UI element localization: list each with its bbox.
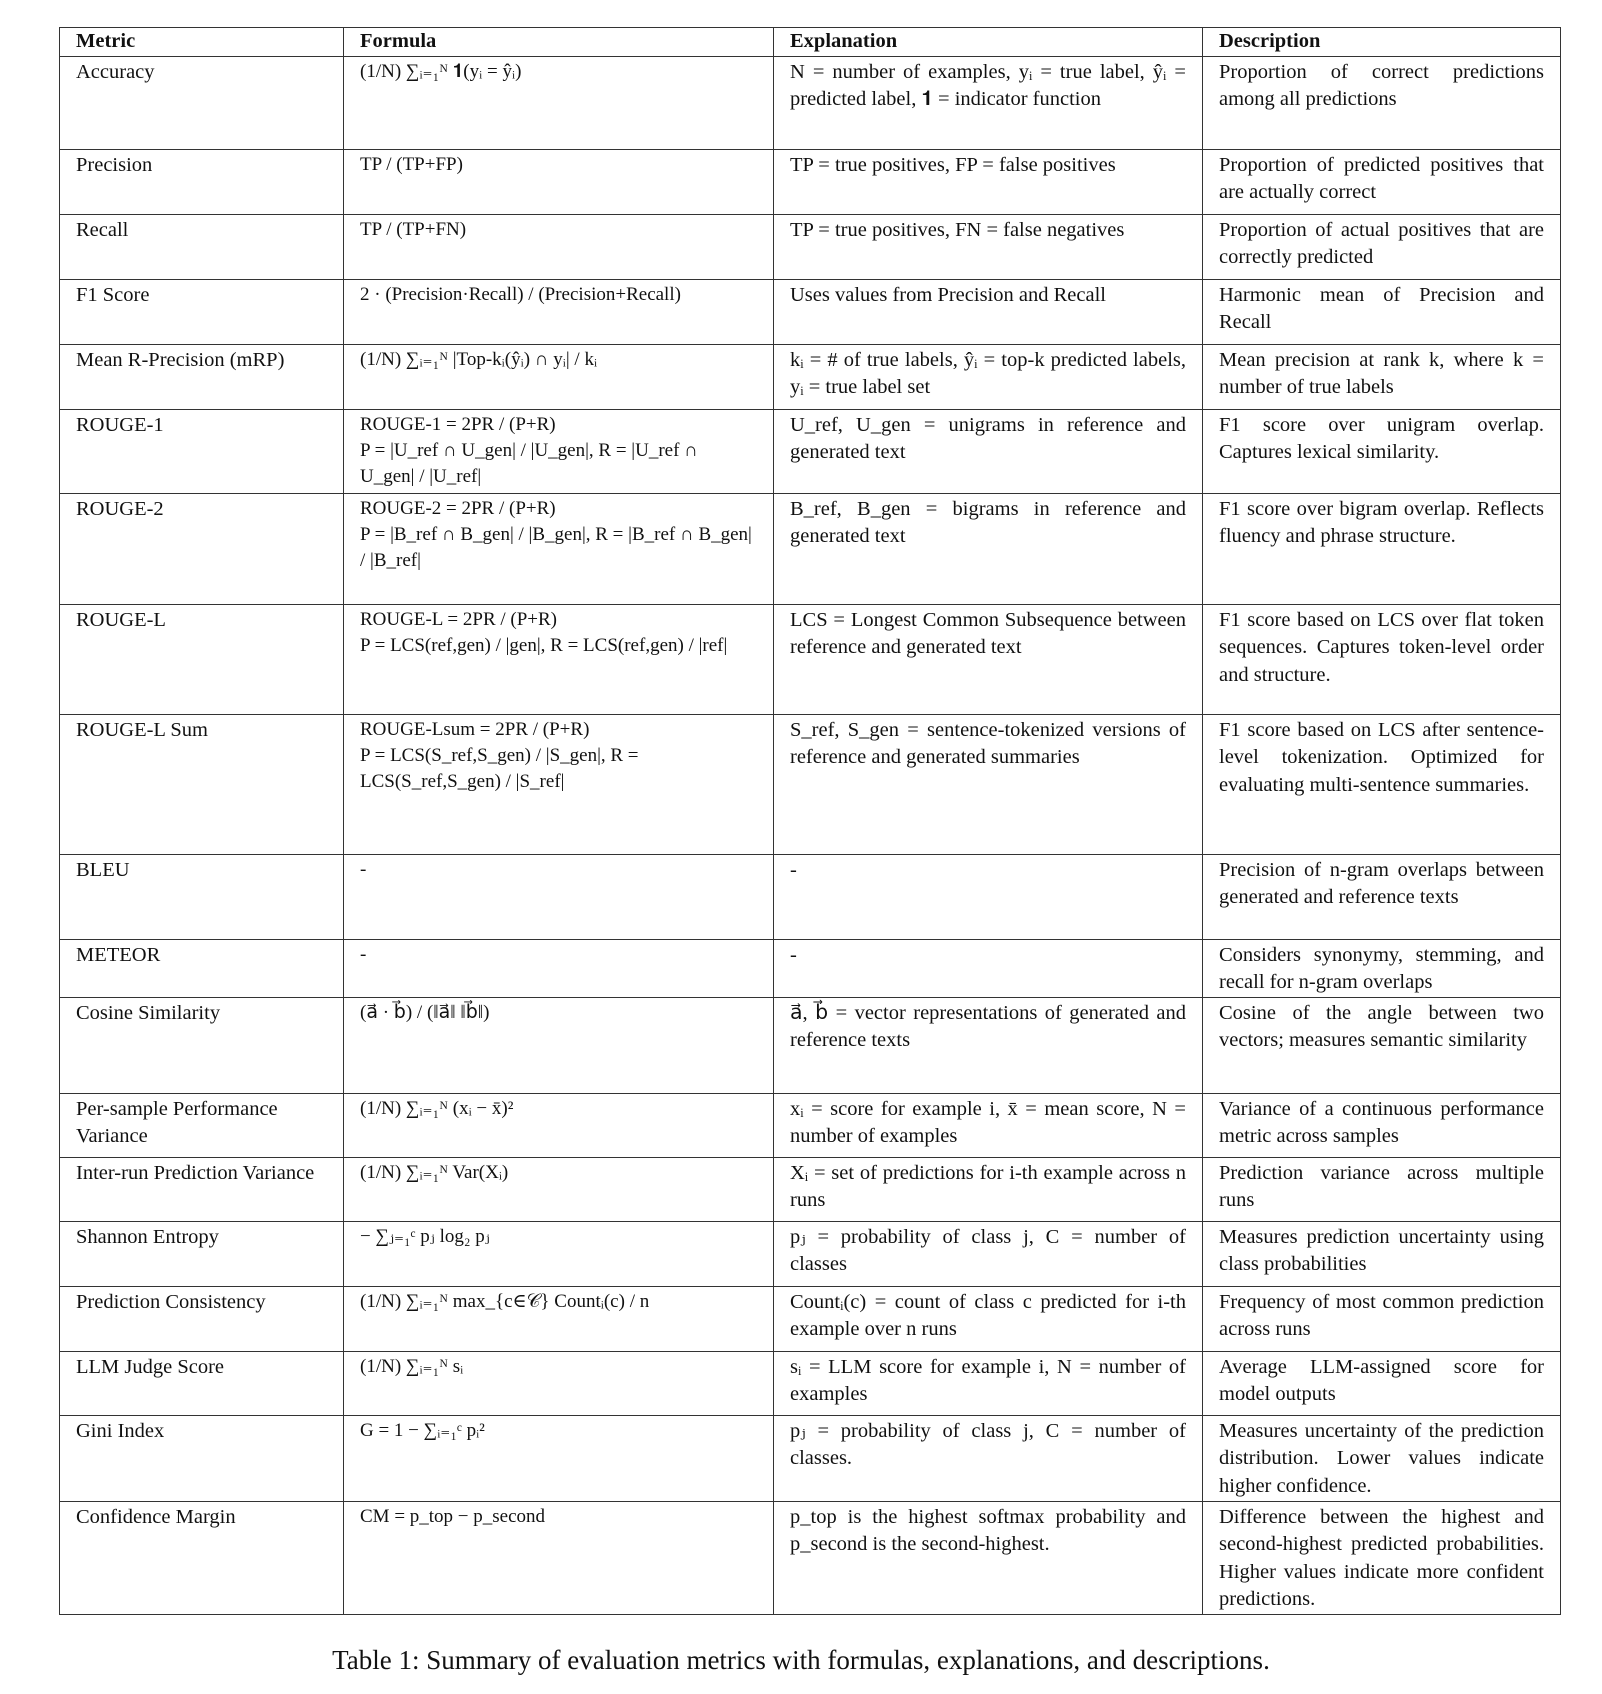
explanation-cell: B_ref, B_gen = bigrams in reference and generated text: [774, 493, 1203, 604]
table-caption: Table 1: Summary of evaluation metrics with formulas, explanations, and descriptions.: [332, 1645, 1270, 1675]
metric-cell: Prediction Consistency: [60, 1286, 344, 1351]
table-row: [60, 1286, 1561, 1351]
metric-cell: METEOR: [60, 939, 344, 997]
description-cell: Precision of n-gram overlaps between generated and reference texts: [1203, 854, 1561, 939]
table-row: [60, 56, 1561, 149]
metric-cell: Precision: [60, 149, 344, 214]
formula-cell: (1/N) ∑ᵢ₌₁ᴺ max_{c∈𝒞} Countᵢ(c) / n: [344, 1286, 774, 1351]
header-metric: Metric: [60, 28, 344, 57]
table-row: [60, 1501, 1561, 1614]
metrics-table: [59, 27, 1561, 1615]
metric-cell: Mean R-Precision (mRP): [60, 344, 344, 409]
description-cell: Harmonic mean of Precision and Recall: [1203, 279, 1561, 344]
formula-cell: -: [344, 939, 774, 997]
metric-cell: Confidence Margin: [60, 1501, 344, 1614]
formula-cell: CM = p_top − p_second: [344, 1501, 774, 1614]
explanation-cell: kᵢ = # of true labels, ŷᵢ = top-k predicted labels, yᵢ = true label set: [774, 344, 1203, 409]
formula-cell: (1/N) ∑ᵢ₌₁ᴺ Var(Xᵢ): [344, 1157, 774, 1221]
explanation-cell: a⃗, b⃗ = vector representations of generated and reference texts: [774, 997, 1203, 1093]
table-row: [60, 1415, 1561, 1501]
table-row: [60, 997, 1561, 1093]
formula-cell: (1/N) ∑ᵢ₌₁ᴺ 𝟏(yᵢ = ŷᵢ): [344, 56, 774, 149]
description-cell: Measures prediction uncertainty using class probabilities: [1203, 1221, 1561, 1286]
table-row: [60, 604, 1561, 714]
formula-cell: (1/N) ∑ᵢ₌₁ᴺ |Top-kᵢ(ŷᵢ) ∩ yᵢ| / kᵢ: [344, 344, 774, 409]
description-cell: F1 score over unigram overlap. Captures lexical similarity.: [1203, 409, 1561, 493]
explanation-cell: xᵢ = score for example i, x̄ = mean score, N = number of examples: [774, 1093, 1203, 1157]
table-row: [60, 279, 1561, 344]
table-row: [60, 1093, 1561, 1157]
formula-cell: ROUGE-1 = 2PR / (P+R) P = |U_ref ∩ U_gen| / |U_gen|, R = |U_ref ∩ U_gen| / |U_ref|: [344, 409, 774, 493]
formula-cell: -: [344, 854, 774, 939]
explanation-cell: Xᵢ = set of predictions for i-th example across n runs: [774, 1157, 1203, 1221]
metric-cell: Gini Index: [60, 1415, 344, 1501]
explanation-cell: pⱼ = probability of class j, C = number of classes.: [774, 1415, 1203, 1501]
description-cell: Prediction variance across multiple runs: [1203, 1157, 1561, 1221]
description-cell: Average LLM-assigned score for model outputs: [1203, 1351, 1561, 1415]
table-row: [60, 714, 1561, 854]
metric-cell: ROUGE-L Sum: [60, 714, 344, 854]
description-cell: F1 score over bigram overlap. Reflects fluency and phrase structure.: [1203, 493, 1561, 604]
description-cell: Proportion of predicted positives that are actually correct: [1203, 149, 1561, 214]
header-formula: Formula: [344, 28, 774, 57]
table-row: [60, 1157, 1561, 1221]
table-row: [60, 1351, 1561, 1415]
explanation-cell: pⱼ = probability of class j, C = number of classes: [774, 1221, 1203, 1286]
explanation-cell: p_top is the highest softmax probability and p_second is the second-highest.: [774, 1501, 1203, 1614]
formula-cell: (1/N) ∑ᵢ₌₁ᴺ sᵢ: [344, 1351, 774, 1415]
metric-cell: Inter-run Prediction Variance: [60, 1157, 344, 1221]
description-cell: F1 score based on LCS over flat token sequences. Captures token-level order and structure.: [1203, 604, 1561, 714]
metric-cell: Per-sample Performance Variance: [60, 1093, 344, 1157]
table-row: [60, 1221, 1561, 1286]
explanation-cell: Uses values from Precision and Recall: [774, 279, 1203, 344]
explanation-cell: -: [774, 854, 1203, 939]
description-cell: Proportion of actual positives that are correctly predicted: [1203, 214, 1561, 279]
explanation-cell: TP = true positives, FN = false negatives: [774, 214, 1203, 279]
header-description: Description: [1203, 28, 1561, 57]
description-cell: Measures uncertainty of the prediction distribution. Lower values indicate higher confidence.: [1203, 1415, 1561, 1501]
table-row: [60, 344, 1561, 409]
header-row: [60, 28, 1561, 57]
metric-cell: Shannon Entropy: [60, 1221, 344, 1286]
formula-cell: ROUGE-L = 2PR / (P+R) P = LCS(ref,gen) / |gen|, R = LCS(ref,gen) / |ref|: [344, 604, 774, 714]
metric-cell: LLM Judge Score: [60, 1351, 344, 1415]
formula-cell: (a⃗ · b⃗) / (‖a⃗‖ ‖b⃗‖): [344, 997, 774, 1093]
description-cell: Proportion of correct predictions among all predictions: [1203, 56, 1561, 149]
formula-cell: G = 1 − ∑ᵢ₌₁ᶜ pᵢ²: [344, 1415, 774, 1501]
description-cell: Difference between the highest and second-highest predicted probabilities. Higher values indicate more confident predictions.: [1203, 1501, 1561, 1614]
formula-cell: TP / (TP+FP): [344, 149, 774, 214]
header-explanation: Explanation: [774, 28, 1203, 57]
formula-cell: TP / (TP+FN): [344, 214, 774, 279]
table-row: [60, 854, 1561, 939]
explanation-cell: LCS = Longest Common Subsequence between reference and generated text: [774, 604, 1203, 714]
table-row: [60, 409, 1561, 493]
table-row: [60, 493, 1561, 604]
table-row: [60, 214, 1561, 279]
description-cell: F1 score based on LCS after sentence-level tokenization. Optimized for evaluating multi-sentence summaries.: [1203, 714, 1561, 854]
formula-cell: 2 · (Precision·Recall) / (Precision+Recall): [344, 279, 774, 344]
metric-cell: F1 Score: [60, 279, 344, 344]
explanation-cell: U_ref, U_gen = unigrams in reference and generated text: [774, 409, 1203, 493]
description-cell: Mean precision at rank k, where k = number of true labels: [1203, 344, 1561, 409]
table-row: [60, 149, 1561, 214]
formula-cell: − ∑ⱼ₌₁ᶜ pⱼ log₂ pⱼ: [344, 1221, 774, 1286]
explanation-cell: N = number of examples, yᵢ = true label, ŷᵢ = predicted label, 𝟏 = indicator function: [774, 56, 1203, 149]
formula-cell: ROUGE-2 = 2PR / (P+R) P = |B_ref ∩ B_gen| / |B_gen|, R = |B_ref ∩ B_gen| / |B_ref|: [344, 493, 774, 604]
explanation-cell: -: [774, 939, 1203, 997]
explanation-cell: S_ref, S_gen = sentence-tokenized versions of reference and generated summaries: [774, 714, 1203, 854]
metric-cell: Accuracy: [60, 56, 344, 149]
metric-cell: Recall: [60, 214, 344, 279]
formula-cell: ROUGE-Lsum = 2PR / (P+R) P = LCS(S_ref,S_gen) / |S_gen|, R = LCS(S_ref,S_gen) / |S_ref|: [344, 714, 774, 854]
explanation-cell: TP = true positives, FP = false positives: [774, 149, 1203, 214]
explanation-cell: Countᵢ(c) = count of class c predicted for i-th example over n runs: [774, 1286, 1203, 1351]
table-row: [60, 939, 1561, 997]
metric-cell: ROUGE-1: [60, 409, 344, 493]
description-cell: Cosine of the angle between two vectors; measures semantic similarity: [1203, 997, 1561, 1093]
explanation-cell: sᵢ = LLM score for example i, N = number of examples: [774, 1351, 1203, 1415]
description-cell: Frequency of most common prediction across runs: [1203, 1286, 1561, 1351]
metric-cell: ROUGE-L: [60, 604, 344, 714]
formula-cell: (1/N) ∑ᵢ₌₁ᴺ (xᵢ − x̄)²: [344, 1093, 774, 1157]
metric-cell: Cosine Similarity: [60, 997, 344, 1093]
description-cell: Considers synonymy, stemming, and recall for n-gram overlaps: [1203, 939, 1561, 997]
metric-cell: ROUGE-2: [60, 493, 344, 604]
description-cell: Variance of a continuous performance metric across samples: [1203, 1093, 1561, 1157]
metric-cell: BLEU: [60, 854, 344, 939]
